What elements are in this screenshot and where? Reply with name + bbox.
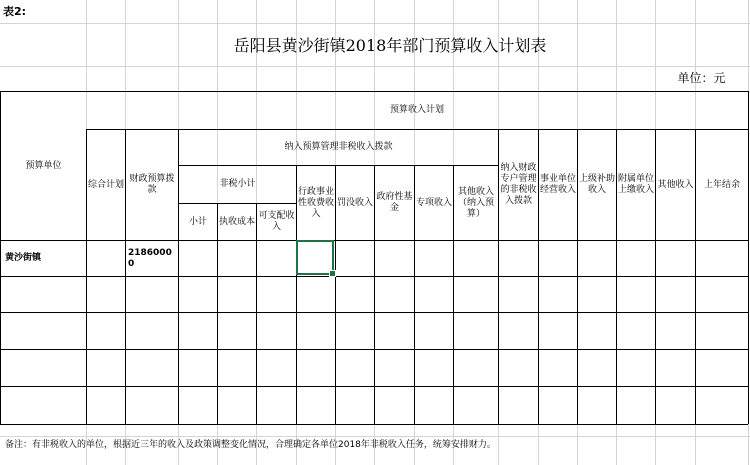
unit-label: 单位：元 bbox=[677, 70, 726, 85]
header-fiscal-allocation: 财政预算拨款 bbox=[129, 174, 175, 195]
header-budget-revenue-plan: 预算收入计划 bbox=[389, 105, 444, 115]
header-prev-year-balance: 上年结余 bbox=[703, 179, 740, 190]
header-budget-mgmt-nontax: 纳入预算管理非税收入拨款 bbox=[284, 142, 393, 152]
header-enforcement-cost: 执收成本 bbox=[218, 216, 255, 227]
header-subtotal: 小计 bbox=[188, 216, 207, 227]
header-higher-subsidy: 上级补助收入 bbox=[578, 174, 615, 195]
header-nontax-subtotal: 非税小计 bbox=[219, 179, 256, 189]
header-disposable-income: 可支配收入 bbox=[258, 211, 295, 232]
header-affiliate-turnover: 附属单位上缴收入 bbox=[617, 174, 654, 195]
header-business-income: 事业单位经营收入 bbox=[539, 174, 576, 195]
row-fiscal-allocation-value[interactable]: 21860000 bbox=[128, 247, 172, 269]
header-total-plan: 综合计划 bbox=[87, 179, 124, 190]
page-title: 岳阳县黄沙街镇2018年部门预算收入计划表 bbox=[233, 35, 547, 55]
header-gov-fund: 政府性基金 bbox=[376, 192, 413, 213]
header-fiscal-special-nontax: 纳入财政专户管理的非税收入拨款 bbox=[500, 163, 537, 206]
table-label: 表2: bbox=[3, 4, 27, 18]
header-budget-unit: 预算单位 bbox=[25, 160, 62, 171]
header-fine-income: 罚没收入 bbox=[336, 197, 373, 208]
row-unit-name[interactable]: 黄沙街镇 bbox=[5, 253, 42, 263]
header-other-revenue: 其他收入 bbox=[657, 179, 694, 190]
header-admin-fee: 行政事业性收费收入 bbox=[297, 186, 334, 219]
header-other-income-budget: 其他收入（纳入预算） bbox=[457, 186, 494, 219]
header-special-income: 专项收入 bbox=[415, 197, 452, 208]
selected-cell[interactable] bbox=[296, 240, 334, 275]
footnote: 备注：有非税收入的单位，根据近三年的收入及政策调整变化情况，合理确定各单位2018年非税收入任务，统筹安排财力。 bbox=[5, 439, 496, 450]
